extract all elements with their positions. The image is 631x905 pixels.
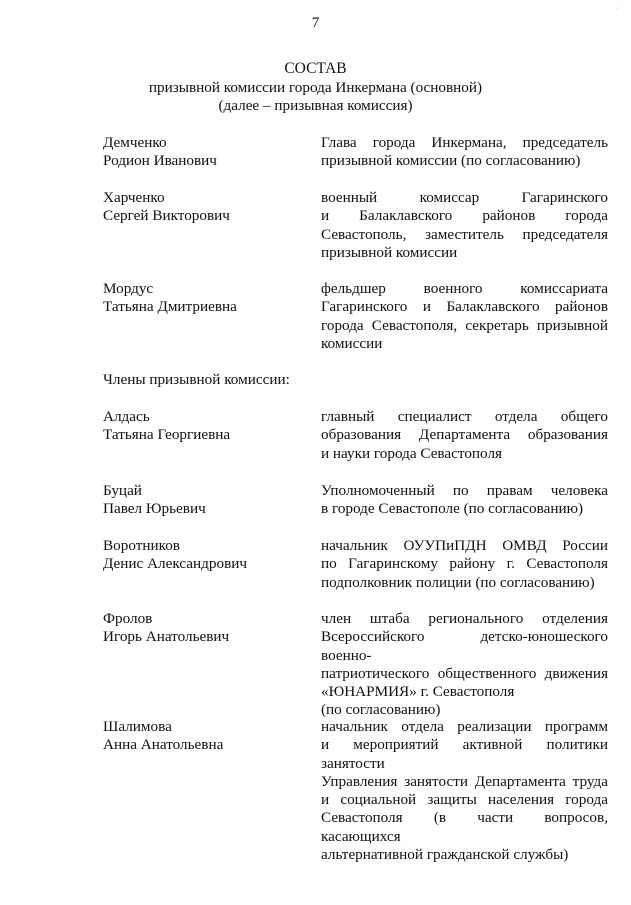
- role-line: города Севастополя, секретарь призывной: [321, 316, 608, 334]
- person-surname: Харченко: [103, 189, 165, 206]
- person-surname: Буцай: [103, 482, 142, 499]
- person-name: [103, 408, 230, 445]
- person-role: [321, 482, 608, 519]
- role-line: Глава города Инкермана, председатель: [321, 134, 608, 151]
- person-name: [103, 482, 206, 519]
- role-line: член штаба регионального отделения: [321, 610, 608, 627]
- role-line: комиссии: [321, 334, 383, 352]
- person-surname: Алдась: [103, 408, 150, 425]
- person-given-name: Сергей Викторович: [103, 207, 230, 225]
- role-line: и социальной защиты населения города: [321, 791, 608, 809]
- role-line: Севастополь, заместитель председателя: [321, 225, 608, 243]
- person-name: [103, 134, 217, 171]
- person-given-name: Павел Юрьевич: [103, 500, 206, 518]
- role-line: начальник отдела реализации программ: [321, 718, 608, 735]
- role-line: Уполномоченный по правам человека: [321, 482, 608, 499]
- person-given-name: Татьяна Дмитриевна: [103, 298, 237, 316]
- role-line: Всероссийского детско-юношеского военно-: [321, 628, 608, 664]
- person-name: [103, 537, 247, 574]
- person-role: [321, 134, 608, 171]
- person-surname: Шалимова: [103, 718, 172, 735]
- role-line: призывной комиссии (по согласованию): [321, 152, 581, 170]
- role-line: Управления занятости Департамента труда: [321, 772, 608, 790]
- person-role: [321, 189, 608, 262]
- person-role: [321, 537, 608, 592]
- person-given-name: Денис Александрович: [103, 555, 248, 573]
- role-line: и Балаклавского районов города: [321, 207, 608, 225]
- person-surname: Демченко: [103, 134, 167, 151]
- person-given-name: Анна Анатольевна: [103, 736, 224, 754]
- corner-mark: ˋ: [615, 7, 619, 18]
- role-line: альтернативной гражданской службы): [321, 846, 569, 864]
- person-surname: Воротников: [103, 537, 180, 554]
- person-name: [103, 718, 223, 755]
- doc-subtitle-note: (далее – призывная комиссия): [218, 97, 413, 114]
- role-line: начальник ОУУПиПДН ОМВД России: [321, 537, 608, 554]
- role-line: «ЮНАРМИЯ» г. Севастополя: [321, 683, 515, 701]
- role-line: и науки города Севастополя: [321, 444, 503, 462]
- role-line: фельдшер военного комиссариата: [321, 280, 608, 297]
- person-name: [103, 280, 237, 317]
- role-line: главный специалист отдела общего: [321, 408, 608, 425]
- role-line: по Гагаринскому району г. Севастополя: [321, 555, 608, 573]
- role-line: патриотического общественного движения: [321, 664, 608, 682]
- doc-title: СОСТАВ: [284, 60, 347, 77]
- role-line: в городе Севастополе (по согласованию): [321, 500, 583, 518]
- role-line: Гагаринского и Балаклавского районов: [321, 298, 608, 316]
- role-line: призывной комиссии: [321, 243, 458, 261]
- person-role: [321, 408, 608, 463]
- page-number: 7: [311, 14, 320, 31]
- role-line: Севастополя (в части вопросов, касающихся: [321, 809, 608, 845]
- role-line: и мероприятий активной политики занятости: [321, 736, 608, 772]
- role-line: (по согласованию): [321, 701, 441, 719]
- person-role: [321, 718, 608, 864]
- person-role: [321, 610, 608, 720]
- role-line: подполковник полиции (по согласованию): [321, 573, 595, 591]
- person-given-name: Татьяна Георгиевна: [103, 426, 231, 444]
- doc-subtitle: призывной комиссии города Инкермана (основной): [148, 79, 483, 96]
- person-surname: Мордус: [103, 280, 154, 297]
- person-given-name: Игорь Анатольевич: [103, 628, 230, 646]
- person-given-name: Родион Иванович: [103, 152, 217, 170]
- role-line: образования Департамента образования: [321, 426, 608, 444]
- person-surname: Фролов: [103, 610, 153, 627]
- person-name: [103, 610, 229, 647]
- person-role: [321, 280, 608, 353]
- person-name: [103, 189, 230, 226]
- members-header: Члены призывной комиссии:: [103, 371, 290, 388]
- role-line: военный комиссар Гагаринского: [321, 189, 608, 206]
